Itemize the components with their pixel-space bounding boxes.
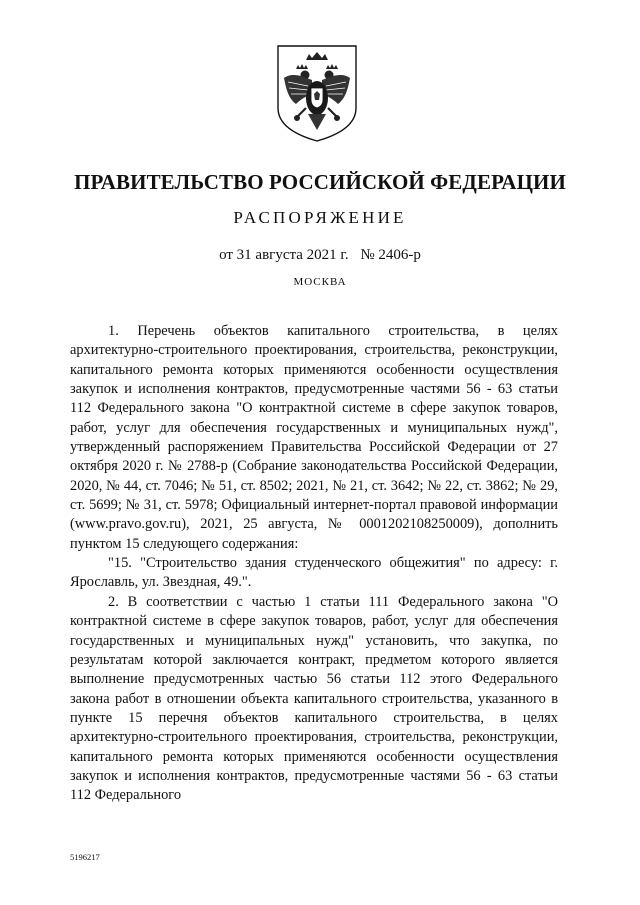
government-title: ПРАВИТЕЛЬСТВО РОССИЙСКОЙ ФЕДЕРАЦИИ [74,170,566,194]
document-body [70,322,558,806]
document-code: 5196217 [70,852,100,862]
document-number: № 2406-р [360,247,421,263]
document-date: от 31 августа 2021 г. [219,247,349,263]
paragraph-quote: "15. "Строительство здания студенческого общежития" по адресу: г. Ярославль, ул. Звездная, 49.". [70,555,558,591]
paragraph-1: 1. Перечень объектов капитального строительства, в целях архитектурно-строительного проектирования, строительства, реконструкции, капитального ремонта которых применяются особенности осуществления закупок и исполнения контрактов, предусмотренные частями 56 - 63 статьи 112 Федерального закона "О контрактной системе в сфере закупок товаров, работ, услуг для обеспечения государственных и муниципальных нужд", утвержденный распоряжением Правительства Российской Федерации от 27 октября 2020 г. № 2788-р (Собрание законодательства Российской Федерации, 2020, № 44, ст. 7046; № 51, ст. 8502; 2021, № 21, ст. 3642; № 22, ст. 3862; № 29, ст. 5699; № 31, ст. 5978; Официальный интернет-портал правовой информации (www.pravo.gov.ru), 2021, 25 августа, № 0001202108250009), дополнить пунктом 15 следующего содержания: [70,323,558,552]
coat-of-arms-icon [272,42,362,144]
document-type: РАСПОРЯЖЕНИЕ [233,208,407,227]
paragraph-2: 2. В соответствии с частью 1 статьи 111 Федерального закона "О контрактной системе в сфере закупок товаров, работ, услуг для обеспечения государственных и муниципальных нужд" установить, что закупка, по результатам которой заключается контракт, предметом которого является выполнение предусмотренных частью 56 статьи 112 этого Федерального закона работ в отношении объекта капитального строительства, указанного в пункте 15 перечня объектов капитального строительства, в целях архитектурно-строительного проектирования, строительства, реконструкции, капитального ремонта которых применяются особенности осуществления закупок и исполнения контрактов, предусмотренные частями 56 - 63 статьи 112 Федерального [70,593,558,804]
city: МОСКВА [293,276,347,288]
document-date-line [0,247,640,264]
